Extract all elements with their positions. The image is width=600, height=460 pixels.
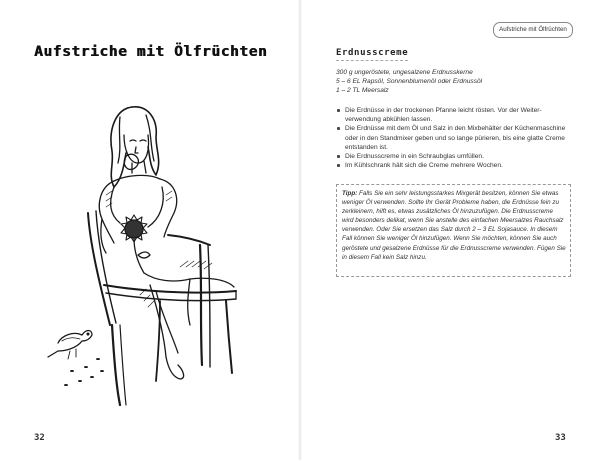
recipe-title: Erdnusscreme xyxy=(336,48,408,61)
step-item: Die Erdnüsse in der trockenen Pfanne leicht rösten. Vor der Weiterverwendung abkühlen lassen. xyxy=(336,106,568,124)
ingredient-list xyxy=(336,68,566,96)
page-title: Aufstriche mit Ölfrüchten xyxy=(34,44,268,60)
step-item: Im Kühlschrank hält sich die Creme mehrere Wochen. xyxy=(336,161,568,170)
chapter-tab: Aufstriche mit Ölfrüchten xyxy=(493,22,573,38)
ingredient-item: 1 – 2 TL Meersalz xyxy=(336,87,389,95)
tip-label: Tipp: xyxy=(342,190,358,197)
woman-on-chair-illustration-icon xyxy=(40,95,270,415)
page-number-right: 33 xyxy=(555,433,566,443)
page-number-left: 32 xyxy=(34,433,45,443)
book-gutter xyxy=(298,0,302,460)
step-item: Die Erdnüsse mit dem Öl und Salz in den Mixbehälter der Küchenmaschine oder in den Standmixer geben und so lange pürieren, bis eine glatte Creme entstanden ist. xyxy=(336,124,568,152)
preparation-steps xyxy=(336,106,568,170)
tip-text: Falls Sie ein sehr leistungsstarkes Mixgerät besitzen, können Sie etwas weniger Öl verwenden. Sollte Ihr Gerät Probleme haben, die Erdnüsse fein zu zerkleinern, hilft es, etwas zusätzliches Öl hinzuzufügen. Die Erdnusscreme wird besonders delikat, wenn Sie anstelle des einfachen Meersalzes Rauchsalz verwenden. Oder Sie ersetzen das Salz durch 2 – 3 EL Sojasauce. In diesem Fall können Sie weniger Öl hinzufügen. Wenn Sie möchten, können Sie auch geröstete und gesalzene Erdnüsse für die Erdnusscreme verwenden. Fügen Sie in diesem Fall kein Salz hinzu. xyxy=(342,190,566,261)
ingredient-item: 300 g ungeröstete, ungesalzene Erdnusskerne xyxy=(336,69,473,76)
ingredient-item: 5 – 6 EL Rapsöl, Sonnenblumenöl oder Erdnussöl xyxy=(336,78,483,86)
tip-box xyxy=(336,184,571,277)
step-item: Die Erdnusscreme in ein Schraubglas umfüllen. xyxy=(336,152,568,161)
